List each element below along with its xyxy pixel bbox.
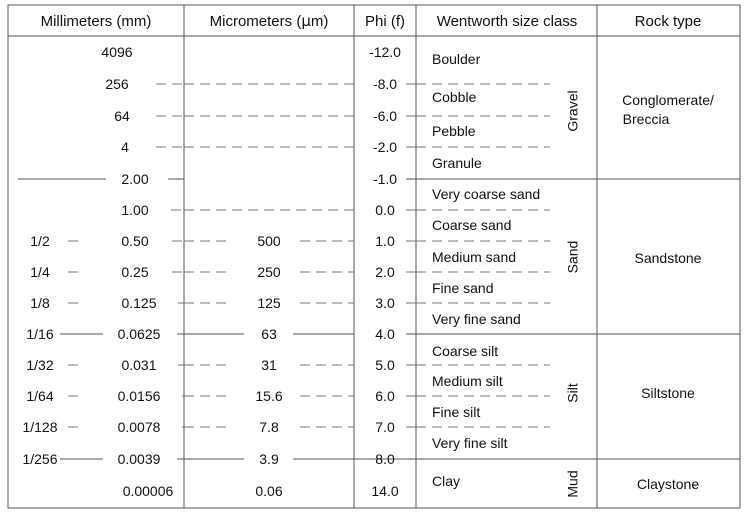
fraction-value: 1/4 xyxy=(30,264,50,280)
phi-value: 3.0 xyxy=(375,295,395,311)
phi-value: 14.0 xyxy=(371,483,399,499)
size-class-label: Very fine sand xyxy=(432,311,521,327)
size-class-label: Coarse sand xyxy=(432,217,512,233)
header-phi: Phi (f) xyxy=(364,13,406,30)
phi-value: 0.0 xyxy=(375,202,395,218)
millimeter-value: 0.0625 xyxy=(117,326,161,342)
phi-value: 6.0 xyxy=(375,388,395,404)
phi-value: -8.0 xyxy=(372,76,398,92)
fraction-value: 1/32 xyxy=(26,357,54,373)
micrometer-value: 500 xyxy=(257,233,281,249)
group-label: Silt xyxy=(564,383,581,403)
millimeter-value: 64 xyxy=(114,108,130,124)
size-class-label: Fine silt xyxy=(432,404,481,420)
header-micrometers: Micrometers (μm) xyxy=(209,12,329,30)
fraction-value: 1/16 xyxy=(26,326,54,342)
millimeter-value: 0.031 xyxy=(121,357,157,373)
millimeter-value: 0.0156 xyxy=(117,388,161,404)
fraction-value: 1/2 xyxy=(30,233,50,249)
micrometer-value: 63 xyxy=(261,326,277,342)
rock-type-label: Conglomerate/ xyxy=(622,92,714,108)
millimeter-value: 0.0039 xyxy=(117,451,161,467)
group-label: Gravel xyxy=(564,90,581,132)
millimeter-value: 0.25 xyxy=(121,264,149,280)
fraction-value: 1/8 xyxy=(30,295,50,311)
header-millimeters: Millimeters (mm) xyxy=(40,13,152,30)
micrometer-value: 250 xyxy=(257,264,281,280)
header-wentworth: Wentworth size class xyxy=(436,13,578,30)
phi-value: 4.0 xyxy=(375,326,395,342)
millimeter-value: 0.0078 xyxy=(117,419,161,435)
phi-value: 8.0 xyxy=(375,451,395,467)
phi-value: 1.0 xyxy=(375,233,395,249)
size-class-label: Medium silt xyxy=(432,373,503,389)
size-class-label: Very fine silt xyxy=(432,435,508,451)
millimeter-value: 0.00006 xyxy=(122,483,174,499)
group-label: Mud xyxy=(564,470,581,498)
rock-type-label: Breccia xyxy=(622,111,670,127)
header-rock-type: Rock type xyxy=(634,13,702,30)
fraction-value: 1/64 xyxy=(26,388,54,404)
micrometer-value: 7.8 xyxy=(259,419,279,435)
fraction-value: 1/256 xyxy=(22,451,58,467)
millimeter-value: 2.00 xyxy=(121,171,149,187)
phi-value: 2.0 xyxy=(375,264,395,280)
micrometer-value: 0.06 xyxy=(255,483,283,499)
millimeter-value: 256 xyxy=(105,76,129,92)
micrometer-value: 15.6 xyxy=(255,388,283,404)
rock-type-label: Sandstone xyxy=(634,250,702,266)
size-class-label: Cobble xyxy=(432,89,477,105)
fraction-value: 1/128 xyxy=(22,419,58,435)
size-class-label: Fine sand xyxy=(432,280,494,296)
size-class-label: Very coarse sand xyxy=(432,186,541,202)
millimeter-value: 0.125 xyxy=(121,295,157,311)
phi-value: 5.0 xyxy=(375,357,395,373)
phi-value: -6.0 xyxy=(372,108,398,124)
size-class-label: Medium sand xyxy=(432,249,517,265)
size-class-label: Boulder xyxy=(432,51,481,67)
phi-value: -12.0 xyxy=(369,44,401,60)
millimeter-value: 4 xyxy=(121,139,129,155)
micrometer-value: 3.9 xyxy=(259,451,279,467)
micrometer-value: 125 xyxy=(257,295,281,311)
group-label: Sand xyxy=(564,240,581,274)
phi-value: 7.0 xyxy=(375,419,395,435)
size-class-label: Pebble xyxy=(432,123,476,139)
rock-type-label: Siltstone xyxy=(641,385,695,401)
millimeter-value: 1.00 xyxy=(121,202,149,218)
phi-value: -1.0 xyxy=(372,171,398,187)
millimeter-value: 4096 xyxy=(101,44,133,60)
table-header xyxy=(41,12,702,30)
micrometer-value: 31 xyxy=(261,357,277,373)
millimeter-value: 0.50 xyxy=(121,233,149,249)
size-class-label: Coarse silt xyxy=(432,343,499,359)
phi-value: -2.0 xyxy=(372,139,398,155)
size-class-label: Clay xyxy=(432,473,461,489)
size-class-label: Granule xyxy=(432,155,482,171)
rock-type-label: Claystone xyxy=(636,476,700,492)
